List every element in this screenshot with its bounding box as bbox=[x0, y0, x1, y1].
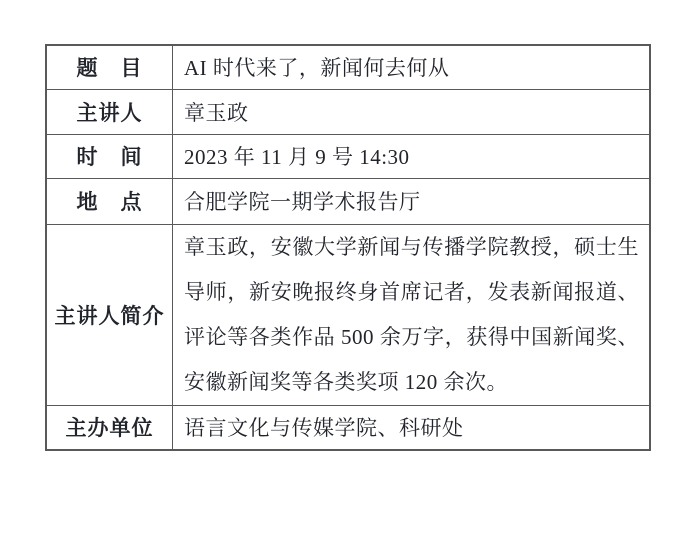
table-row-speaker-bio bbox=[46, 224, 650, 405]
row-label-organizer: 主办单位 bbox=[46, 405, 173, 450]
table-row-location bbox=[46, 178, 650, 224]
row-value-location: 合肥学院一期学术报告厅 bbox=[173, 178, 651, 224]
table-row-organizer bbox=[46, 405, 650, 450]
lecture-info-table bbox=[45, 44, 651, 451]
row-label-title: 题 目 bbox=[46, 45, 173, 89]
row-label-time: 时 间 bbox=[46, 134, 173, 178]
row-value-organizer: 语言文化与传媒学院、科研处 bbox=[173, 405, 651, 450]
table-row-speaker bbox=[46, 89, 650, 134]
row-value-time: 2023 年 11 月 9 号 14:30 bbox=[173, 134, 651, 178]
row-label-speaker: 主讲人 bbox=[46, 89, 173, 134]
row-label-speaker-bio: 主讲人简介 bbox=[46, 224, 173, 405]
table-row-title bbox=[46, 45, 650, 89]
row-value-title: AI 时代来了，新闻何去何从 bbox=[173, 45, 651, 89]
row-value-speaker: 章玉政 bbox=[173, 89, 651, 134]
row-label-location: 地 点 bbox=[46, 178, 173, 224]
lecture-info-table-body bbox=[46, 45, 650, 450]
table-row-time bbox=[46, 134, 650, 178]
row-value-speaker-bio: 章玉政，安徽大学新闻与传播学院教授，硕士生导师，新安晚报终身首席记者，发表新闻报道、评论等各类作品 500 余万字，获得中国新闻奖、安徽新闻奖等各类奖项 120 余次。 bbox=[173, 224, 651, 405]
